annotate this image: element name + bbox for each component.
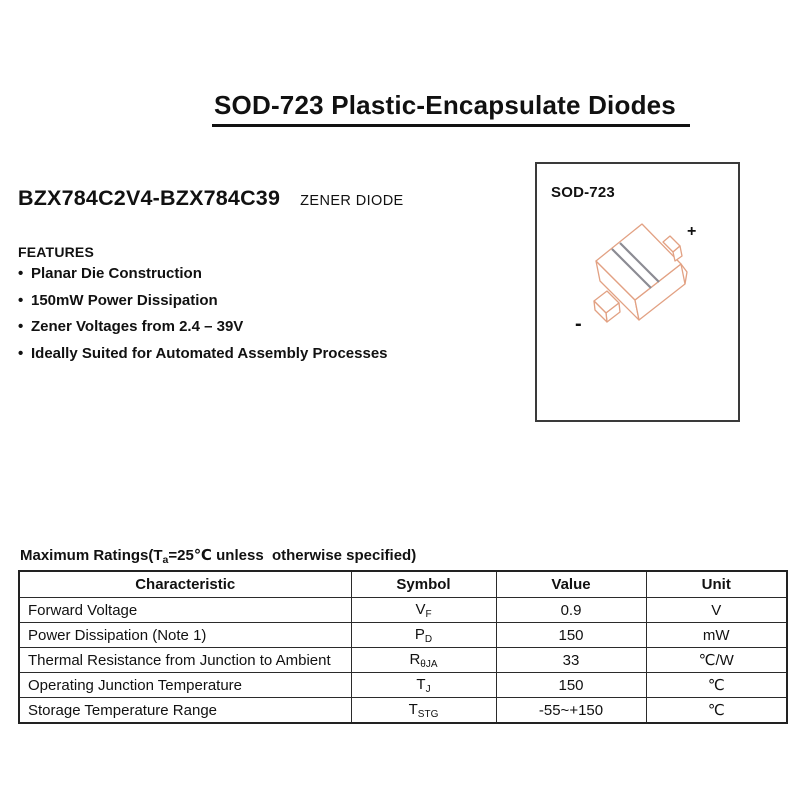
symbol-subscript: J (425, 683, 431, 695)
unit-cell: V (646, 598, 787, 623)
header-value: Value (496, 571, 646, 598)
symbol-subscript: F (425, 608, 432, 620)
table-row (19, 673, 787, 698)
value-cell: -55~+150 (496, 698, 646, 724)
characteristic-cell: Forward Voltage (19, 598, 351, 623)
part-line (18, 186, 404, 211)
feature-item-label: Planar Die Construction (31, 265, 202, 282)
value-cell: 33 (496, 648, 646, 673)
unit-cell: ℃ (646, 698, 787, 724)
table-row (19, 623, 787, 648)
package-name-label: SOD-723 (551, 184, 615, 201)
table-row (19, 598, 787, 623)
package-drawing (537, 164, 738, 420)
unit-cell: mW (646, 623, 787, 648)
features-heading: FEATURES (18, 244, 95, 260)
bullet-icon: • (18, 344, 24, 362)
ratings-title-subscript: a (162, 554, 169, 566)
plus-mark: + (687, 223, 697, 240)
symbol-subscript: STG (417, 708, 439, 720)
header-symbol: Symbol (351, 571, 496, 598)
symbol-main: R (409, 650, 421, 668)
bullet-icon: • (18, 291, 24, 309)
symbol-cell (351, 623, 496, 648)
bullet-icon: • (18, 265, 24, 282)
features-list (18, 261, 388, 367)
header-characteristic: Characteristic (19, 571, 351, 598)
table-row (19, 698, 787, 724)
max-ratings-table (18, 570, 788, 724)
unit-cell: ℃/W (646, 648, 787, 673)
feature-item-label: Ideally Suited for Automated Assembly Processes (31, 344, 388, 362)
characteristic-cell: Storage Temperature Range (19, 698, 351, 724)
value-cell: 150 (496, 673, 646, 698)
symbol-main: T (408, 700, 418, 718)
page-title (212, 90, 690, 127)
part-type-label: ZENER DIODE (300, 193, 404, 209)
unit-cell: ℃ (646, 673, 787, 698)
characteristic-cell: Thermal Resistance from Junction to Ambient (19, 648, 351, 673)
part-number: BZX784C2V4-BZX784C39 (18, 186, 281, 210)
symbol-cell (351, 698, 496, 724)
symbol-subscript: D (424, 633, 433, 645)
value-cell: 150 (496, 623, 646, 648)
ratings-title-prefix: Maximum Ratings(T (20, 547, 163, 564)
feature-item-label: 150mW Power Dissipation (31, 291, 218, 309)
bullet-icon: • (18, 318, 24, 336)
characteristic-cell: Power Dissipation (Note 1) (19, 623, 351, 648)
page-title-text: SOD-723 Plastic-Encapsulate Diodes (212, 90, 690, 127)
table-header-row (19, 571, 787, 598)
value-cell: 0.9 (496, 598, 646, 623)
symbol-cell (351, 598, 496, 623)
diode-body-outline (594, 224, 687, 322)
package-outline-box (535, 162, 740, 422)
symbol-subscript: θJA (420, 658, 438, 670)
symbol-main: V (415, 600, 426, 618)
table-row (19, 648, 787, 673)
symbol-main: T (416, 675, 426, 693)
feature-item (18, 261, 388, 288)
symbol-cell (351, 648, 496, 673)
ratings-title-suffix: =25℃ unless otherwise specified) (168, 547, 417, 564)
symbol-main: P (414, 625, 425, 643)
symbol-cell (351, 673, 496, 698)
feature-item (18, 314, 388, 341)
minus-mark: - (575, 313, 582, 335)
feature-item (18, 341, 388, 368)
feature-item-label: Zener Voltages from 2.4 – 39V (31, 318, 244, 336)
feature-item (18, 288, 388, 315)
header-unit: Unit (646, 571, 787, 598)
ratings-section-title (20, 546, 416, 566)
characteristic-cell: Operating Junction Temperature (19, 673, 351, 698)
